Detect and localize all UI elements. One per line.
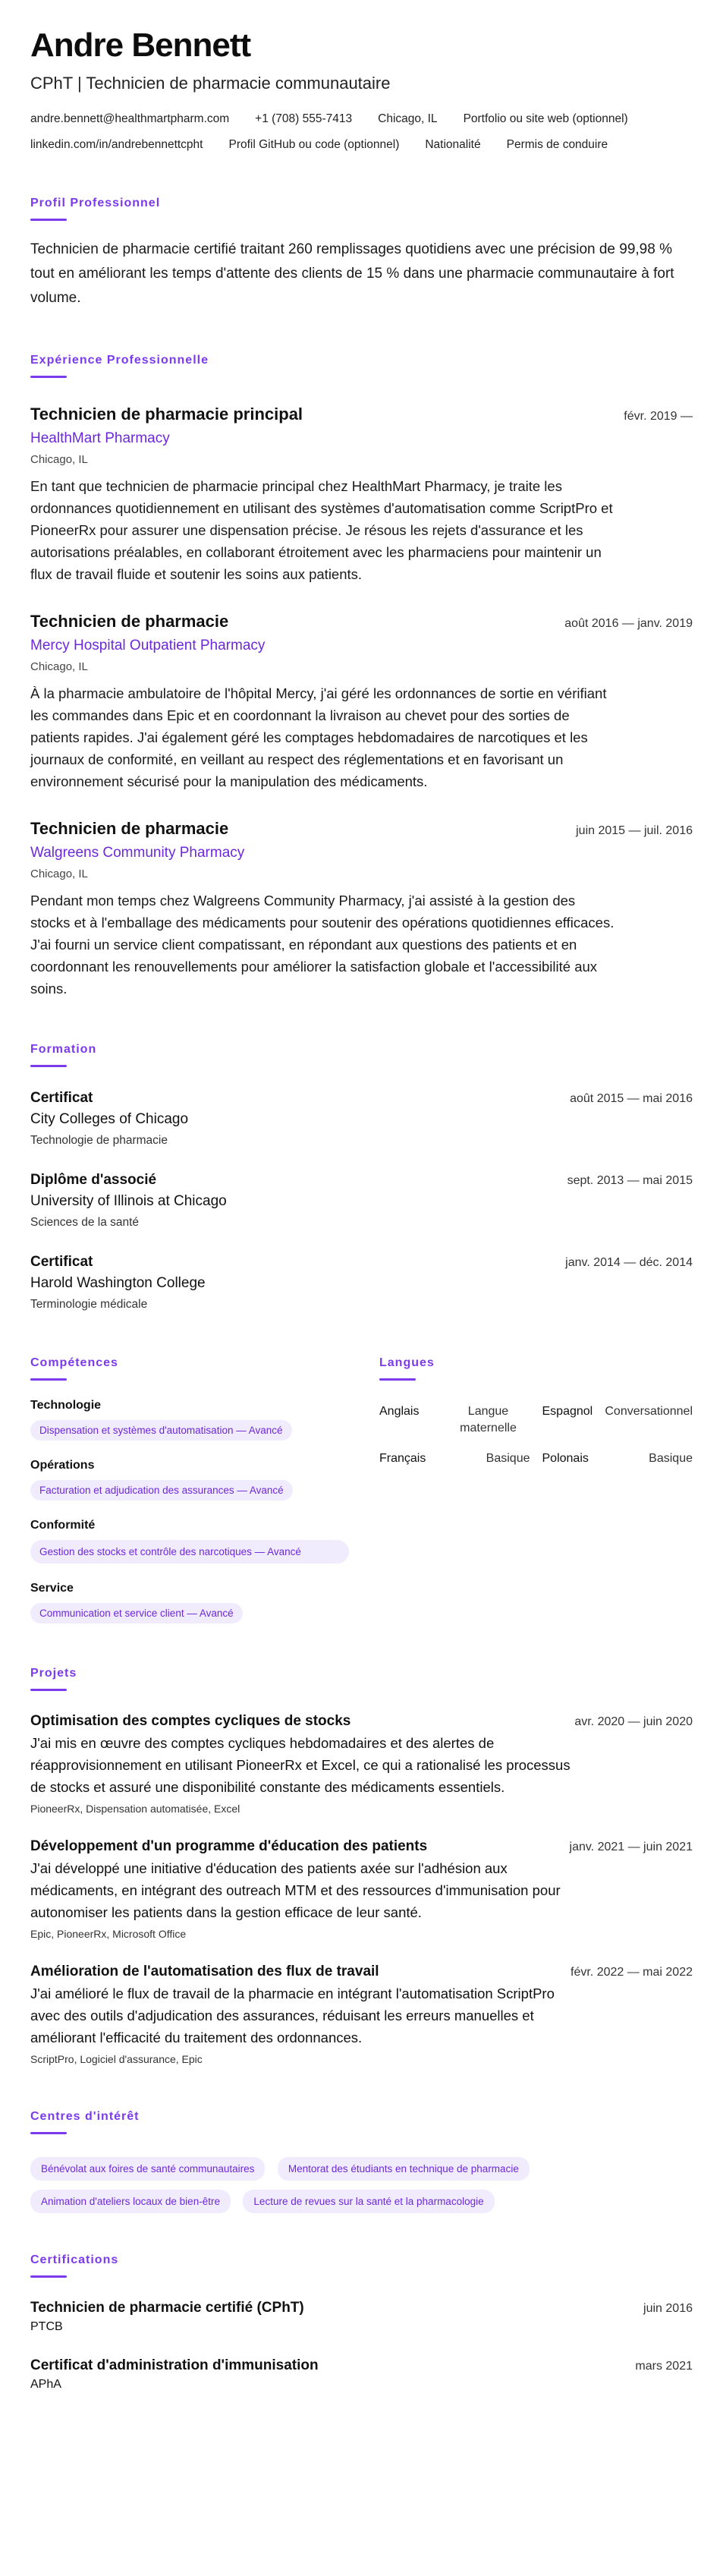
project-technologies: Epic, PioneerRx, Microsoft Office	[30, 1928, 187, 1940]
language-item	[379, 1403, 530, 1437]
certification-name: Technicien de pharmacie certifié (CPhT)	[30, 2300, 304, 2316]
skills-section	[30, 1356, 349, 1623]
section-divider	[30, 219, 67, 221]
job-company: Mercy Hospital Outpatient Pharmacy	[30, 638, 266, 653]
education-field: Technologie de pharmacie	[30, 1134, 168, 1147]
contact-email[interactable]: andre.bennett@healthmartpharm.com	[30, 112, 230, 125]
education-school: University of Illinois at Chicago	[30, 1193, 227, 1209]
language-item	[379, 1450, 530, 1467]
section-title: Compétences	[30, 1356, 118, 1369]
skills-languages-row	[30, 1356, 693, 1623]
job-title: Technicien de pharmacie principal	[30, 405, 303, 424]
education-degree: Certificat	[30, 1090, 93, 1106]
project-technologies: ScriptPro, Logiciel d'assurance, Epic	[30, 2053, 203, 2065]
section-divider	[30, 2132, 67, 2134]
skill-tag: Communication et service client — Avancé	[30, 1603, 243, 1623]
education-entry	[30, 1252, 693, 1313]
job-entry	[30, 611, 693, 792]
interest-tag: Bénévolat aux foires de santé communautaires	[30, 2157, 265, 2181]
job-location: Chicago, IL	[30, 868, 88, 880]
skill-category: Service	[30, 1582, 74, 1595]
contact-phone[interactable]: +1 (708) 555-7413	[255, 112, 353, 125]
project-description: J'ai développé une initiative d'éducation des patients axée sur l'adhésion aux médicaments, en intégrant des outreach MTM et des ressources d'immunisation pour autonomiser les patients dans la gestion efficace de leur santé.	[30, 1860, 561, 1920]
contact-github[interactable]: Profil GitHub ou code (optionnel)	[228, 138, 400, 151]
skill-group	[30, 1397, 349, 1441]
project-description: J'ai mis en œuvre des comptes cycliques hebdomadaires et des alertes de réapprovisionnement en utilisant PioneerRx et Excel, ce qui a rationalisé les processus de stocks et assuré une disponibilité constante des médicaments essentiels.	[30, 1735, 571, 1795]
interests-list	[30, 2157, 698, 2222]
job-location: Chicago, IL	[30, 453, 88, 466]
education-field: Terminologie médicale	[30, 1298, 148, 1311]
project-entry	[30, 1963, 693, 2067]
job-location: Chicago, IL	[30, 660, 88, 673]
language-name: Français	[379, 1452, 426, 1465]
skill-tag: Gestion des stocks et contrôle des narcotiques — Avancé	[30, 1540, 349, 1564]
profile-summary: Technicien de pharmacie certifié traitant 260 remplissages quotidiens avec une précision de 99,98 % tout en améliorant les temps d'attente des clients de 15 % dans une pharmacie communautaire à fort volume.	[30, 241, 674, 306]
interest-tag: Lecture de revues sur la santé et la pharmacologie	[243, 2190, 494, 2213]
project-technologies: PioneerRx, Dispensation automatisée, Excel	[30, 1803, 240, 1815]
interest-tag: Animation d'ateliers locaux de bien-être	[30, 2190, 231, 2213]
project-dates: janv. 2021 — juin 2021	[569, 1841, 693, 1853]
education-dates: août 2015 — mai 2016	[570, 1092, 693, 1105]
job-dates: févr. 2019 —	[624, 410, 693, 423]
section-title: Formation	[30, 1043, 97, 1056]
job-entry	[30, 404, 693, 585]
certifications-section	[30, 2253, 693, 2393]
language-name: Anglais	[379, 1405, 420, 1418]
job-company: Walgreens Community Pharmacy	[30, 845, 245, 861]
language-name: Espagnol	[542, 1405, 593, 1418]
interest-tag: Mentorat des étudiants en technique de pharmacie	[278, 2157, 530, 2181]
section-title: Langues	[379, 1356, 435, 1369]
job-title: Technicien de pharmacie	[30, 819, 229, 838]
skill-tag: Facturation et adjudication des assurances — Avancé	[30, 1480, 293, 1501]
certification-issuer: PTCB	[30, 2320, 63, 2333]
languages-section	[379, 1356, 693, 1623]
project-entry	[30, 1712, 693, 1816]
job-description: En tant que technicien de pharmacie principal chez HealthMart Pharmacy, je traite les ordonnances quotidiennement en utilisant des systèmes d'automatisation comme ScriptPro et PioneerRx pour assurer une dispensation précise. Je résous les rejets d'assurance et les autorisations préalables, en collaborant étroitement avec les pharmaciens pour maintenir un flux de travail fluide et soutenir les soins aux patients.	[30, 478, 613, 582]
contact-portfolio[interactable]: Portfolio ou site web (optionnel)	[463, 112, 628, 125]
education-dates: sept. 2013 — mai 2015	[567, 1174, 693, 1187]
certification-name: Certificat d'administration d'immunisation	[30, 2357, 319, 2373]
skill-category: Opérations	[30, 1459, 95, 1472]
candidate-name: Andre Bennett	[30, 27, 251, 64]
job-description: Pendant mon temps chez Walgreens Community Pharmacy, j'ai assisté à la gestion des stocks et à l'emballage des médicaments pour soutenir des opérations quotidiennes efficaces. J'ai fourni un service client compatissant, en répondant aux questions des patients et en coordonnant les renouvellements pour améliorer la satisfaction globale et l'accessibilité aux soins.	[30, 893, 615, 997]
section-title: Certifications	[30, 2253, 119, 2266]
section-divider	[30, 376, 67, 378]
languages-grid	[379, 1403, 693, 1467]
job-dates: août 2016 — janv. 2019	[564, 617, 693, 630]
job-title: Technicien de pharmacie	[30, 612, 229, 631]
education-dates: janv. 2014 — déc. 2014	[565, 1256, 693, 1269]
section-divider	[30, 1065, 67, 1067]
resume-header	[30, 26, 693, 153]
contact-row-2	[30, 137, 693, 153]
project-entry	[30, 1838, 693, 1941]
certification-entry	[30, 2357, 693, 2393]
language-name: Polonais	[542, 1452, 589, 1465]
skill-category: Technologie	[30, 1399, 102, 1412]
skill-category: Conformité	[30, 1519, 96, 1532]
skill-group	[30, 1517, 349, 1564]
profile-section	[30, 196, 693, 310]
section-title: Profil Professionnel	[30, 197, 161, 209]
skill-group	[30, 1580, 349, 1623]
contact-linkedin[interactable]: linkedin.com/in/andrebennettcpht	[30, 138, 203, 151]
education-school: Harold Washington College	[30, 1275, 206, 1291]
interests-section	[30, 2109, 693, 2222]
certification-entry	[30, 2299, 693, 2335]
section-title: Expérience Professionnelle	[30, 354, 209, 367]
project-dates: févr. 2022 — mai 2022	[571, 1966, 693, 1979]
certification-issuer: APhA	[30, 2378, 61, 2391]
certification-date: mars 2021	[635, 2360, 693, 2373]
contact-nationality: Nationalité	[425, 138, 481, 151]
education-entry	[30, 1170, 693, 1231]
language-item	[542, 1403, 693, 1437]
experience-section	[30, 353, 693, 1000]
skill-group	[30, 1457, 349, 1501]
section-divider	[30, 1689, 67, 1691]
job-entry	[30, 818, 693, 1000]
language-level: Conversationnel	[605, 1405, 693, 1418]
education-field: Sciences de la santé	[30, 1216, 140, 1229]
contact-row-1	[30, 111, 693, 128]
education-school: City Colleges of Chicago	[30, 1111, 189, 1127]
contact-location: Chicago, IL	[378, 112, 438, 125]
education-section	[30, 1042, 693, 1313]
section-title: Projets	[30, 1667, 77, 1680]
section-divider	[379, 1378, 416, 1381]
project-title: Amélioration de l'automatisation des flux de travail	[30, 1963, 379, 1979]
section-title: Centres d'intérêt	[30, 2110, 140, 2123]
section-divider	[30, 1378, 67, 1381]
education-degree: Certificat	[30, 1254, 93, 1270]
project-dates: avr. 2020 — juin 2020	[574, 1715, 693, 1728]
language-level: Basique	[486, 1452, 530, 1465]
candidate-headline: CPhT | Technicien de pharmacie communautaire	[30, 74, 391, 93]
education-degree: Diplôme d'associé	[30, 1172, 157, 1188]
certification-date: juin 2016	[643, 2302, 693, 2315]
section-divider	[30, 2275, 67, 2278]
contact-driving-license: Permis de conduire	[506, 138, 608, 151]
language-item	[542, 1450, 693, 1467]
project-title: Développement d'un programme d'éducation des patients	[30, 1838, 428, 1854]
language-level: Basique	[649, 1452, 693, 1465]
language-level: Langue maternelle	[460, 1405, 517, 1434]
project-title: Optimisation des comptes cycliques de stocks	[30, 1713, 351, 1729]
job-dates: juin 2015 — juil. 2016	[576, 824, 693, 837]
project-description: J'ai amélioré le flux de travail de la pharmacie en intégrant l'automatisation ScriptPro avec des outils d'adjudication des assurances, réduisant les erreurs manuelles et améliorant l'efficacité du traitement des ordonnances.	[30, 1986, 555, 2045]
projects-section	[30, 1666, 693, 2067]
education-entry	[30, 1088, 693, 1149]
job-company: HealthMart Pharmacy	[30, 430, 170, 446]
job-description: À la pharmacie ambulatoire de l'hôpital Mercy, j'ai géré les ordonnances de sortie en vérifiant les commandes dans Epic et en coordonnant la livraison au chevet pour des sorties de patients rapides. J'ai également géré les comptages hebdomadaires de narcotiques et les journaux de conformité, en veillant au respect des réglementations et en favorisant un environnement sécurisé pour la manipulation des médicaments.	[30, 685, 607, 789]
skill-tag: Dispensation et systèmes d'automatisation — Avancé	[30, 1420, 292, 1441]
